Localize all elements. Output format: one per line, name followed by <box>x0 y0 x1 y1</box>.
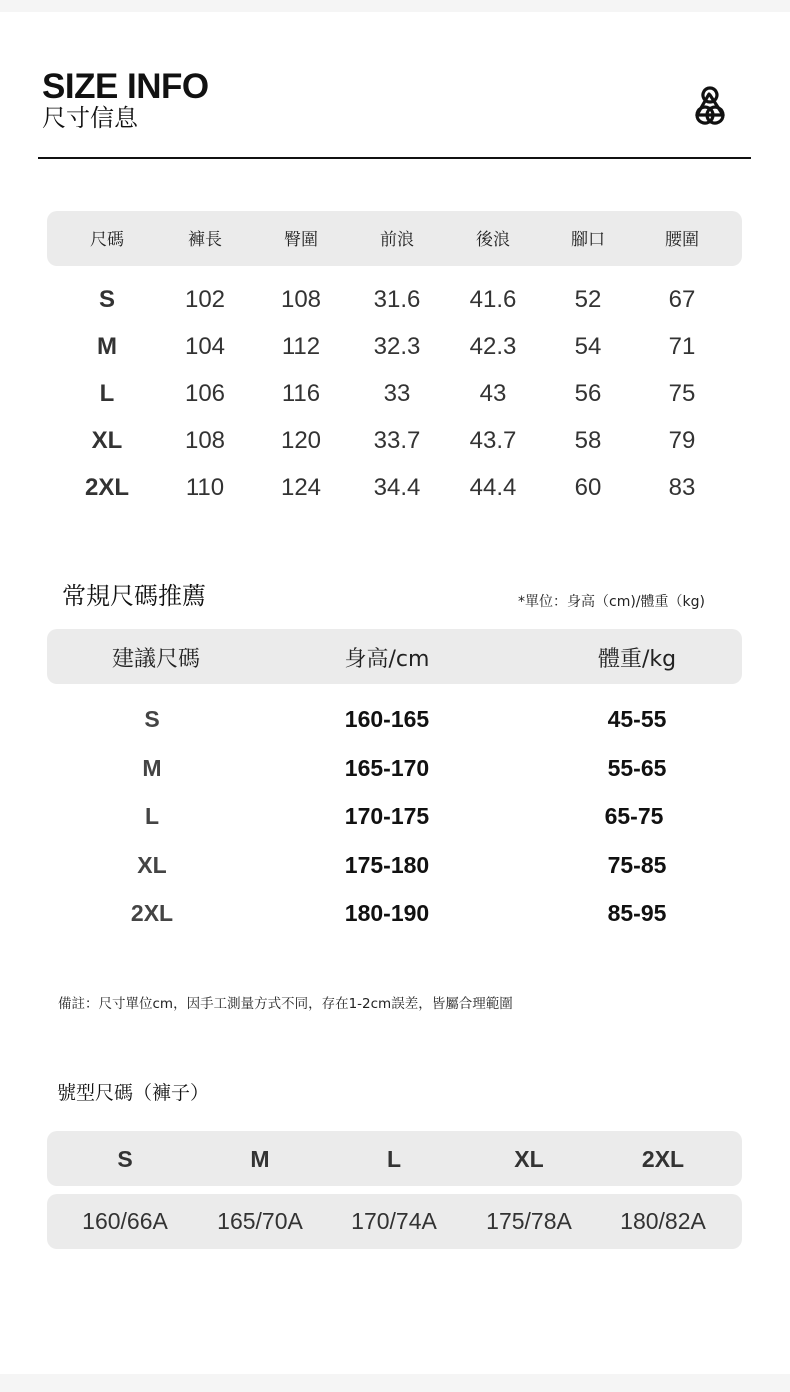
table-row <box>47 372 742 419</box>
row-value: 120 <box>280 427 322 454</box>
row-size: XL <box>137 852 167 878</box>
size-label: S <box>117 1146 133 1172</box>
col-header-suggested-size: 建議尺碼 <box>111 647 201 672</box>
row-height: 175-180 <box>344 852 430 878</box>
col-header-size: 尺碼 <box>90 230 124 250</box>
row-value: 60 <box>574 474 602 501</box>
row-size: 2XL <box>84 474 130 501</box>
row-size: M <box>97 333 117 360</box>
page-title-zh: 尺寸信息 <box>42 104 138 132</box>
row-height: 170-175 <box>344 803 430 829</box>
row-height: 165-170 <box>344 755 430 781</box>
table-row <box>47 278 742 325</box>
row-weight: 75-85 <box>607 852 667 878</box>
row-weight: 45-55 <box>607 706 667 732</box>
row-value: 67 <box>668 286 696 313</box>
row-value: 56 <box>574 380 602 407</box>
col-header-front-rise: 前浪 <box>380 230 414 250</box>
table-row <box>47 843 742 891</box>
size-codes-values <box>47 1194 742 1249</box>
unit-note: *單位：身高（cm)/體重（kg) <box>518 594 705 610</box>
row-value: 44.4 <box>469 474 517 501</box>
page-title-en: SIZE INFO <box>42 67 209 106</box>
table-row <box>47 891 742 939</box>
row-value: 110 <box>185 474 225 501</box>
size-code: 170/74A <box>351 1208 437 1234</box>
row-value: 79 <box>668 427 696 454</box>
row-value: 43 <box>479 380 507 407</box>
table-row <box>47 697 742 745</box>
row-weight: 65-75 <box>604 803 664 829</box>
size-label: XL <box>514 1146 544 1172</box>
row-height: 160-165 <box>344 706 430 732</box>
webhook-triangle-icon <box>683 82 737 128</box>
row-size: L <box>144 803 160 829</box>
table-row <box>47 419 742 466</box>
size-codes-header <box>47 1131 742 1186</box>
table-row <box>47 746 742 794</box>
header-divider <box>38 157 751 159</box>
col-header-back-rise: 後浪 <box>476 230 510 250</box>
row-value: 52 <box>574 286 602 313</box>
row-size: S <box>98 286 116 313</box>
col-header-height: 身高/cm <box>344 647 430 672</box>
col-header-waist: 腰圍 <box>665 230 699 250</box>
col-header-hip: 臀圍 <box>284 230 318 250</box>
row-weight: 85-95 <box>607 900 667 926</box>
row-value: 71 <box>668 333 696 360</box>
recommendation-title: 常規尺碼推薦 <box>62 582 206 610</box>
row-value: 42.3 <box>469 333 517 360</box>
row-value: 33.7 <box>373 427 421 454</box>
table-row <box>47 794 742 842</box>
row-value: 112 <box>281 333 321 360</box>
table-row <box>47 325 742 372</box>
row-value: 108 <box>184 427 226 454</box>
row-size: 2XL <box>130 900 174 926</box>
size-code: 165/70A <box>217 1208 303 1234</box>
col-header-length: 褲長 <box>188 230 222 250</box>
row-value: 41.6 <box>469 286 517 313</box>
row-value: 124 <box>280 474 322 501</box>
remark-note: 備註：尺寸單位cm，因手工測量方式不同，存在1-2cm誤差，皆屬合理範圍 <box>58 996 513 1012</box>
size-label: M <box>250 1146 270 1172</box>
table-row <box>47 466 742 513</box>
size-code: 160/66A <box>82 1208 168 1234</box>
measurement-table-header <box>47 211 742 266</box>
row-value: 116 <box>281 380 321 407</box>
col-header-leg-opening: 腳口 <box>571 230 605 250</box>
row-value: 32.3 <box>373 333 421 360</box>
top-strip <box>0 0 790 12</box>
row-value: 75 <box>668 380 696 407</box>
row-size: M <box>142 755 162 781</box>
size-code: 180/82A <box>620 1208 706 1234</box>
row-value: 31.6 <box>373 286 421 313</box>
row-value: 106 <box>184 380 226 407</box>
row-value: 83 <box>668 474 696 501</box>
recommendation-table-header <box>47 629 742 684</box>
row-value: 34.4 <box>373 474 421 501</box>
row-weight: 55-65 <box>607 755 667 781</box>
row-value: 54 <box>574 333 602 360</box>
row-height: 180-190 <box>344 900 430 926</box>
row-value: 108 <box>280 286 322 313</box>
size-label: L <box>386 1146 402 1172</box>
row-value: 43.7 <box>469 427 517 454</box>
size-codes-title: 號型尺碼（褲子） <box>57 1082 210 1104</box>
col-header-weight: 體重/kg <box>597 647 677 672</box>
row-size: S <box>144 706 160 732</box>
row-value: 58 <box>574 427 602 454</box>
size-label: 2XL <box>641 1146 685 1172</box>
row-value: 104 <box>184 333 226 360</box>
bottom-strip <box>0 1374 790 1392</box>
row-size: XL <box>91 427 123 454</box>
row-value: 102 <box>184 286 226 313</box>
size-code: 175/78A <box>486 1208 572 1234</box>
row-value: 33 <box>383 380 411 407</box>
row-size: L <box>99 380 115 407</box>
